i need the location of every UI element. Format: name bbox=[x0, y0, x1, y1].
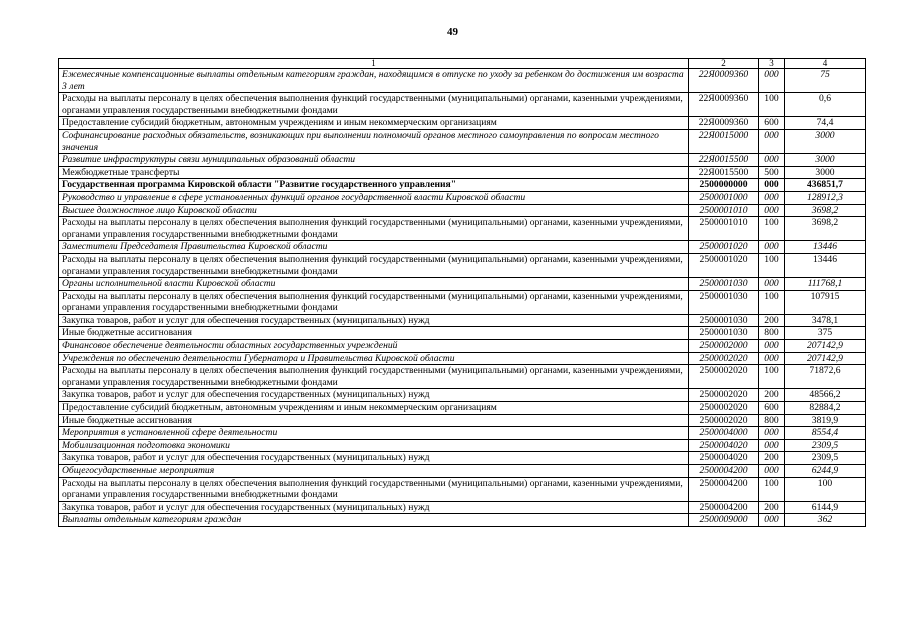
target-article-code-cell: 2500002000 bbox=[689, 340, 759, 353]
amount-cell: 3000 bbox=[785, 129, 866, 153]
expense-name-cell: Иные бюджетные ассигнования bbox=[59, 327, 689, 340]
expense-name-cell: Учреждения по обеспечению деятельности Губернатора и Правительства Кировской области bbox=[59, 352, 689, 365]
expense-name-cell: Закупка товаров, работ и услуг для обеспечения государственных (муниципальных) нужд bbox=[59, 501, 689, 514]
amount-cell: 3698,2 bbox=[785, 217, 866, 241]
amount-cell: 48566,2 bbox=[785, 389, 866, 402]
amount-cell: 100 bbox=[785, 477, 866, 501]
expense-name-cell: Софинансирование расходных обязательств, возникающих при выполнении полномочий органов местного самоуправления по вопросам местного значения bbox=[59, 129, 689, 153]
table-header-row bbox=[59, 59, 866, 69]
target-article-code-cell: 22Я0015500 bbox=[689, 154, 759, 167]
expense-type-cell: 200 bbox=[759, 501, 785, 514]
expense-type-cell: 000 bbox=[759, 514, 785, 527]
target-article-code-cell: 2500002020 bbox=[689, 352, 759, 365]
expense-type-cell: 100 bbox=[759, 93, 785, 117]
expense-type-cell: 800 bbox=[759, 327, 785, 340]
expense-type-cell: 600 bbox=[759, 117, 785, 130]
table-row bbox=[59, 352, 866, 365]
table-row bbox=[59, 129, 866, 153]
table-row bbox=[59, 179, 866, 192]
target-article-code-cell: 22Я0015500 bbox=[689, 166, 759, 179]
expense-type-cell: 800 bbox=[759, 414, 785, 427]
expense-type-cell: 000 bbox=[759, 352, 785, 365]
table-row bbox=[59, 166, 866, 179]
expense-type-cell: 000 bbox=[759, 465, 785, 478]
table-row bbox=[59, 314, 866, 327]
amount-cell: 82884,2 bbox=[785, 402, 866, 415]
expense-type-cell: 000 bbox=[759, 154, 785, 167]
expense-name-cell: Расходы на выплаты персоналу в целях обеспечения выполнения функций государственными (муниципальными) органами, казенными учреждениями, органами управления государственными внебюджетными фондами bbox=[59, 365, 689, 389]
target-article-code-cell: 2500001030 bbox=[689, 290, 759, 314]
header-col-1: 1 bbox=[59, 59, 689, 69]
expense-type-cell: 100 bbox=[759, 365, 785, 389]
amount-cell: 0,6 bbox=[785, 93, 866, 117]
amount-cell: 8554,4 bbox=[785, 427, 866, 440]
table-row bbox=[59, 154, 866, 167]
amount-cell: 111768,1 bbox=[785, 278, 866, 291]
table-row bbox=[59, 69, 866, 93]
target-article-code-cell: 2500002020 bbox=[689, 389, 759, 402]
amount-cell: 75 bbox=[785, 69, 866, 93]
target-article-code-cell: 2500000000 bbox=[689, 179, 759, 192]
expense-name-cell: Предоставление субсидий бюджетным, автономным учреждениям и иным некоммерческим организациям bbox=[59, 117, 689, 130]
expense-type-cell: 200 bbox=[759, 452, 785, 465]
amount-cell: 107915 bbox=[785, 290, 866, 314]
expense-name-cell: Закупка товаров, работ и услуг для обеспечения государственных (муниципальных) нужд bbox=[59, 389, 689, 402]
expense-type-cell: 100 bbox=[759, 290, 785, 314]
target-article-code-cell: 2500004020 bbox=[689, 439, 759, 452]
target-article-code-cell: 2500001000 bbox=[689, 191, 759, 204]
expense-type-cell: 000 bbox=[759, 191, 785, 204]
amount-cell: 6144,9 bbox=[785, 501, 866, 514]
expense-type-cell: 000 bbox=[759, 340, 785, 353]
table-row bbox=[59, 514, 866, 527]
target-article-code-cell: 2500001010 bbox=[689, 204, 759, 217]
expense-name-cell: Межбюджетные трансферты bbox=[59, 166, 689, 179]
target-article-code-cell: 2500004200 bbox=[689, 465, 759, 478]
amount-cell: 13446 bbox=[785, 241, 866, 254]
amount-cell: 3698,2 bbox=[785, 204, 866, 217]
expense-name-cell: Расходы на выплаты персоналу в целях обеспечения выполнения функций государственными (муниципальными) органами, казенными учреждениями, органами управления государственными внебюджетными фондами bbox=[59, 93, 689, 117]
expense-name-cell: Общегосударственные мероприятия bbox=[59, 465, 689, 478]
expense-type-cell: 200 bbox=[759, 389, 785, 402]
expense-name-cell: Расходы на выплаты персоналу в целях обеспечения выполнения функций государственными (муниципальными) органами, казенными учреждениями, органами управления государственными внебюджетными фондами bbox=[59, 477, 689, 501]
expense-type-cell: 100 bbox=[759, 253, 785, 277]
amount-cell: 375 bbox=[785, 327, 866, 340]
target-article-code-cell: 2500004020 bbox=[689, 452, 759, 465]
expense-type-cell: 000 bbox=[759, 69, 785, 93]
target-article-code-cell: 2500002020 bbox=[689, 402, 759, 415]
table-row bbox=[59, 389, 866, 402]
table-row bbox=[59, 465, 866, 478]
expense-name-cell: Развитие инфраструктуры связи муниципальных образований области bbox=[59, 154, 689, 167]
target-article-code-cell: 22Я0009360 bbox=[689, 93, 759, 117]
expense-name-cell: Мероприятия в установленной сфере деятельности bbox=[59, 427, 689, 440]
expense-name-cell: Иные бюджетные ассигнования bbox=[59, 414, 689, 427]
table-row bbox=[59, 117, 866, 130]
target-article-code-cell: 22Я0009360 bbox=[689, 69, 759, 93]
table-row bbox=[59, 477, 866, 501]
target-article-code-cell: 2500009000 bbox=[689, 514, 759, 527]
header-col-4: 4 bbox=[785, 59, 866, 69]
expense-name-cell: Расходы на выплаты персоналу в целях обеспечения выполнения функций государственными (муниципальными) органами, казенными учреждениями, органами управления государственными внебюджетными фондами bbox=[59, 253, 689, 277]
table-row bbox=[59, 217, 866, 241]
target-article-code-cell: 22Я0009360 bbox=[689, 117, 759, 130]
expense-type-cell: 000 bbox=[759, 204, 785, 217]
expense-type-cell: 000 bbox=[759, 278, 785, 291]
target-article-code-cell: 2500002020 bbox=[689, 365, 759, 389]
amount-cell: 128912,3 bbox=[785, 191, 866, 204]
expense-type-cell: 000 bbox=[759, 427, 785, 440]
table-row bbox=[59, 204, 866, 217]
target-article-code-cell: 2500002020 bbox=[689, 414, 759, 427]
expense-type-cell: 200 bbox=[759, 314, 785, 327]
table-row bbox=[59, 439, 866, 452]
amount-cell: 6244,9 bbox=[785, 465, 866, 478]
expense-name-cell: Органы исполнительной власти Кировской области bbox=[59, 278, 689, 291]
table-row bbox=[59, 414, 866, 427]
expense-name-cell: Высшее должностное лицо Кировской области bbox=[59, 204, 689, 217]
target-article-code-cell: 2500004200 bbox=[689, 501, 759, 514]
target-article-code-cell: 2500001030 bbox=[689, 278, 759, 291]
expense-name-cell: Предоставление субсидий бюджетным, автономным учреждениям и иным некоммерческим организациям bbox=[59, 402, 689, 415]
amount-cell: 436851,7 bbox=[785, 179, 866, 192]
target-article-code-cell: 2500001010 bbox=[689, 217, 759, 241]
target-article-code-cell: 2500004200 bbox=[689, 477, 759, 501]
expense-type-cell: 000 bbox=[759, 129, 785, 153]
budget-table bbox=[58, 58, 866, 527]
table-row bbox=[59, 327, 866, 340]
header-col-3: 3 bbox=[759, 59, 785, 69]
amount-cell: 2309,5 bbox=[785, 452, 866, 465]
table-row bbox=[59, 241, 866, 254]
target-article-code-cell: 22Я0015000 bbox=[689, 129, 759, 153]
expense-type-cell: 500 bbox=[759, 166, 785, 179]
expense-name-cell: Заместители Председателя Правительства Кировской области bbox=[59, 241, 689, 254]
amount-cell: 74,4 bbox=[785, 117, 866, 130]
page-number: 49 bbox=[447, 26, 458, 38]
expense-name-cell: Руководство и управление в сфере установленных функций органов государственной власти Кировской области bbox=[59, 191, 689, 204]
expense-name-cell: Расходы на выплаты персоналу в целях обеспечения выполнения функций государственными (муниципальными) органами, казенными учреждениями, органами управления государственными внебюджетными фондами bbox=[59, 217, 689, 241]
table-row bbox=[59, 452, 866, 465]
target-article-code-cell: 2500001030 bbox=[689, 327, 759, 340]
amount-cell: 13446 bbox=[785, 253, 866, 277]
amount-cell: 207142,9 bbox=[785, 340, 866, 353]
table-row bbox=[59, 191, 866, 204]
target-article-code-cell: 2500001030 bbox=[689, 314, 759, 327]
expense-name-cell: Финансовое обеспечение деятельности областных государственных учреждений bbox=[59, 340, 689, 353]
expense-type-cell: 600 bbox=[759, 402, 785, 415]
expense-type-cell: 000 bbox=[759, 241, 785, 254]
expense-type-cell: 100 bbox=[759, 477, 785, 501]
expense-name-cell: Закупка товаров, работ и услуг для обеспечения государственных (муниципальных) нужд bbox=[59, 314, 689, 327]
expense-name-cell: Ежемесячные компенсационные выплаты отдельным категориям граждан, находящимся в отпуске по уходу за ребенком до достижения им возраста 3 лет bbox=[59, 69, 689, 93]
amount-cell: 2309,5 bbox=[785, 439, 866, 452]
expense-name-cell: Расходы на выплаты персоналу в целях обеспечения выполнения функций государственными (муниципальными) органами, казенными учреждениями, органами управления государственными внебюджетными фондами bbox=[59, 290, 689, 314]
target-article-code-cell: 2500001020 bbox=[689, 241, 759, 254]
expense-type-cell: 100 bbox=[759, 217, 785, 241]
amount-cell: 362 bbox=[785, 514, 866, 527]
table-row bbox=[59, 501, 866, 514]
target-article-code-cell: 2500004000 bbox=[689, 427, 759, 440]
header-col-2: 2 bbox=[689, 59, 759, 69]
table-row bbox=[59, 290, 866, 314]
table-row bbox=[59, 402, 866, 415]
expense-name-cell: Выплаты отдельным категориям граждан bbox=[59, 514, 689, 527]
table-row bbox=[59, 93, 866, 117]
expense-name-cell: Государственная программа Кировской области "Развитие государственного управления" bbox=[59, 179, 689, 192]
amount-cell: 3819,9 bbox=[785, 414, 866, 427]
table-row bbox=[59, 278, 866, 291]
expense-name-cell: Закупка товаров, работ и услуг для обеспечения государственных (муниципальных) нужд bbox=[59, 452, 689, 465]
table-row bbox=[59, 365, 866, 389]
target-article-code-cell: 2500001020 bbox=[689, 253, 759, 277]
table-row bbox=[59, 427, 866, 440]
expense-type-cell: 000 bbox=[759, 439, 785, 452]
amount-cell: 207142,9 bbox=[785, 352, 866, 365]
amount-cell: 3478,1 bbox=[785, 314, 866, 327]
table-row bbox=[59, 340, 866, 353]
table-row bbox=[59, 253, 866, 277]
amount-cell: 71872,6 bbox=[785, 365, 866, 389]
expense-type-cell: 000 bbox=[759, 179, 785, 192]
amount-cell: 3000 bbox=[785, 166, 866, 179]
amount-cell: 3000 bbox=[785, 154, 866, 167]
expense-name-cell: Мобилизационная подготовка экономики bbox=[59, 439, 689, 452]
